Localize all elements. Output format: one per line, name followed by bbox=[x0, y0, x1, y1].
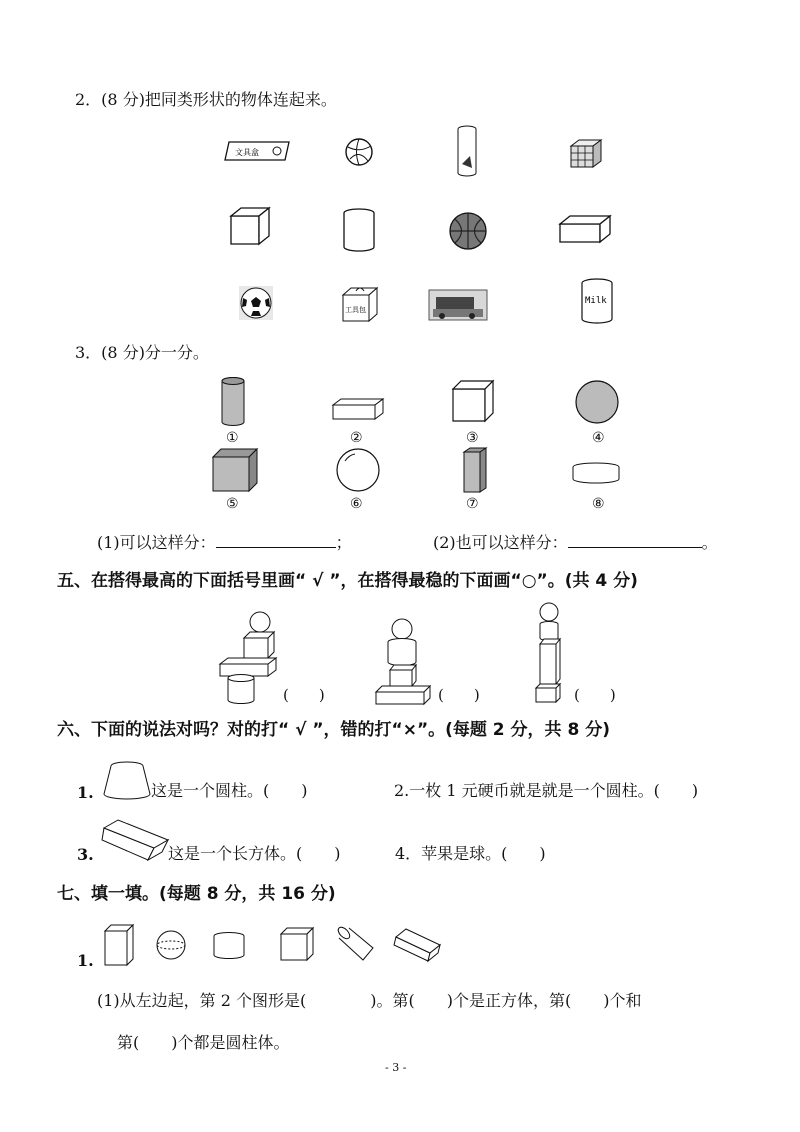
cube-icon bbox=[229, 206, 273, 246]
s6-item1-text: 这是一个圆柱。( ) bbox=[151, 781, 308, 800]
s7-line1: (1)从左边起，第 2 个图形是( )。第( )个是正方体，第( )个和 bbox=[97, 991, 642, 1010]
s6-heading: 六、下面的说法对吗？对的打“ √ ”，错的打“×”。(每题 2 分，共 8 分) bbox=[57, 720, 610, 740]
page-number: - 3 - bbox=[385, 1061, 407, 1074]
s6-item4: 4．苹果是球。( ) bbox=[395, 844, 546, 863]
q2-heading: 2．(8 分)把同类形状的物体连起来。 bbox=[75, 90, 337, 109]
shape-label-5: ⑤ bbox=[226, 496, 239, 512]
shape-label-7: ⑦ bbox=[466, 496, 479, 512]
sort1-answer-blank[interactable] bbox=[216, 533, 336, 548]
tissue-box-icon bbox=[340, 285, 380, 323]
cylinder-icon bbox=[341, 207, 377, 253]
frustum-icon bbox=[102, 760, 152, 802]
cube-5-icon bbox=[211, 447, 259, 493]
shape-label-6: ⑥ bbox=[350, 496, 363, 512]
q3-heading: 3．(8 分)分一分。 bbox=[75, 343, 209, 362]
shape-label-2: ② bbox=[350, 430, 363, 446]
stack-2-icon bbox=[372, 618, 436, 706]
s5-heading: 五、在搭得最高的下面括号里画“ √ ”，在搭得最稳的下面画“○”。(共 4 分) bbox=[57, 571, 638, 591]
s7-cuboid-icon bbox=[103, 923, 135, 967]
sort2-answer-blank[interactable] bbox=[568, 533, 702, 548]
s7-cube-icon bbox=[279, 926, 315, 964]
s6-item3-text: 这是一个长方体。( ) bbox=[168, 844, 341, 863]
rubiks-cube-icon bbox=[569, 138, 603, 168]
shape-label-1: ① bbox=[226, 430, 239, 446]
stack-1-icon bbox=[216, 612, 282, 708]
s7-cylinder-icon bbox=[212, 931, 246, 961]
milk-label: Milk bbox=[585, 296, 607, 306]
sort1-label: (1)可以这样分： bbox=[97, 533, 216, 552]
sphere-4-icon bbox=[574, 379, 620, 425]
milk-can-icon bbox=[579, 277, 615, 325]
s7-heading: 七、填一填。(每题 8 分，共 16 分) bbox=[57, 884, 336, 904]
s7-tilted-cylinder-icon bbox=[335, 924, 377, 962]
pencil-box-icon bbox=[223, 138, 291, 164]
s7-tilted-cuboid-icon bbox=[394, 925, 444, 963]
volleyball-icon bbox=[344, 137, 374, 167]
pencil-box-label: 文具盒 bbox=[235, 148, 259, 157]
s5-paren-2[interactable]: ( ) bbox=[438, 686, 480, 704]
s6-item2: 2.一枚 1 元硬币就是就是一个圆柱。( ) bbox=[394, 781, 699, 800]
toy-box-icon bbox=[428, 289, 488, 321]
sort-line-2 bbox=[433, 533, 718, 551]
cylinder-8-icon bbox=[570, 461, 622, 487]
tube-container-icon bbox=[456, 124, 478, 178]
s7-line2: 第( )个都是圆柱体。 bbox=[117, 1033, 290, 1052]
sort2-end: 。 bbox=[701, 533, 718, 552]
tissue-box-label: 工具包 bbox=[345, 306, 366, 314]
sort2-label: (2)也可以这样分： bbox=[433, 533, 568, 552]
cuboid-2-icon bbox=[331, 397, 385, 421]
s5-paren-3[interactable]: ( ) bbox=[574, 686, 616, 704]
tilted-cuboid-icon bbox=[102, 818, 170, 862]
shape-label-3: ③ bbox=[466, 430, 479, 446]
cuboid-icon bbox=[558, 214, 612, 244]
cuboid-7-icon bbox=[462, 446, 488, 494]
soccer-ball-icon bbox=[239, 286, 273, 320]
s6-item3-number: 3. bbox=[77, 845, 94, 864]
s5-paren-1[interactable]: ( ) bbox=[283, 686, 325, 704]
s7-item1-number: 1. bbox=[77, 951, 94, 970]
basketball-icon bbox=[448, 211, 488, 251]
stack-3-icon bbox=[532, 602, 568, 704]
cube-3-icon bbox=[451, 379, 495, 423]
sphere-6-icon bbox=[335, 447, 381, 493]
s7-sphere-icon bbox=[155, 929, 187, 961]
sort-line-1 bbox=[97, 533, 352, 551]
shape-label-4: ④ bbox=[592, 430, 605, 446]
shape-label-8: ⑧ bbox=[592, 496, 605, 512]
s6-item1-number: 1. bbox=[77, 783, 94, 802]
cylinder-1-icon bbox=[219, 376, 247, 428]
sort1-end: ； bbox=[335, 533, 352, 552]
